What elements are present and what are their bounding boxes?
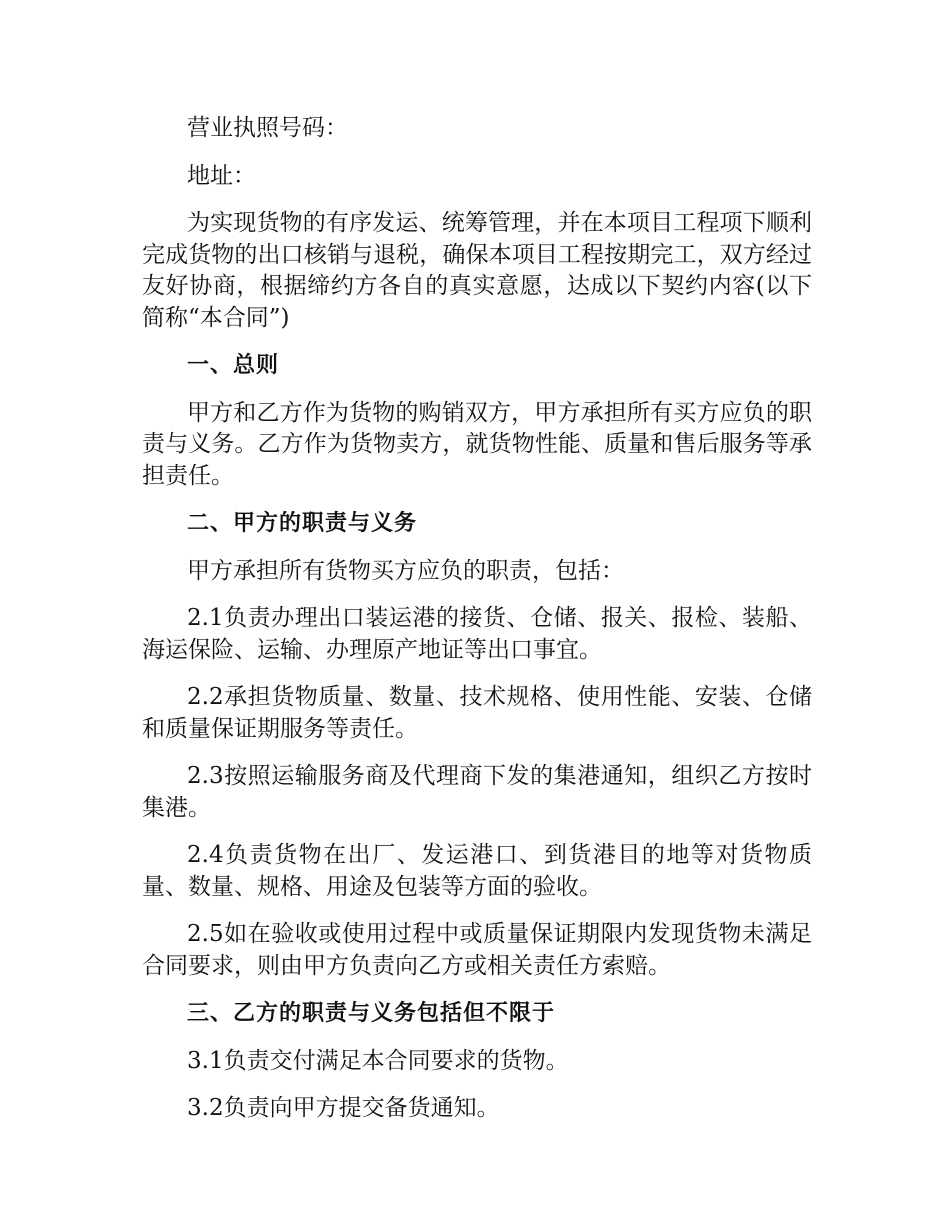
clause-2-1: 2.1负责办理出口装运港的接货、仓储、报关、报检、装船、海运保险、运输、办理原产地证等出口事宜。 <box>142 605 812 663</box>
clause-3-1: 3.1负责交付满足本合同要求的货物。 <box>187 1047 569 1074</box>
clause-2-4: 2.4负责货物在出厂、发运港口、到货港目的地等对货物质量、数量、规格、用途及包装等方面的验收。 <box>142 842 812 900</box>
section1-body: 甲方和乙方作为货物的购销双方，甲方承担所有买方应负的职责与义务。乙方作为货物卖方，就货物性能、质量和售后服务等承担责任。 <box>142 399 812 489</box>
section2-intro: 甲方承担所有货物买方应负的职责，包括： <box>187 557 624 584</box>
section3-heading: 三、乙方的职责与义务包括但不限于 <box>187 1001 556 1026</box>
address-line: 地址： <box>187 162 256 189</box>
section2-heading: 二、甲方的职责与义务 <box>187 511 418 536</box>
section1-heading: 一、总则 <box>187 353 280 378</box>
clause-2-2: 2.2承担货物质量、数量、技术规格、使用性能、安装、仓储和质量保证期服务等责任。 <box>142 684 812 742</box>
clause-2-5: 2.5如在验收或使用过程中或质量保证期限内发现货物未满足合同要求，则由甲方负责向乙方或相关责任方索赔。 <box>142 921 812 979</box>
clause-2-3: 2.3按照运输服务商及代理商下发的集港通知，组织乙方按时集港。 <box>142 763 812 821</box>
intro-paragraph: 为实现货物的有序发运、统筹管理，并在本项目工程项下顺利完成货物的出口核销与退税，确保本项目工程按期完工，双方经过友好协商，根据缔约方各自的真实意愿，达成以下契约内容(以下简称“本合同”) <box>142 210 812 331</box>
document-page <box>142 113 812 1141</box>
license-number-line: 营业执照号码： <box>187 115 348 141</box>
clause-3-2: 3.2负责向甲方提交备货通知。 <box>187 1095 500 1121</box>
